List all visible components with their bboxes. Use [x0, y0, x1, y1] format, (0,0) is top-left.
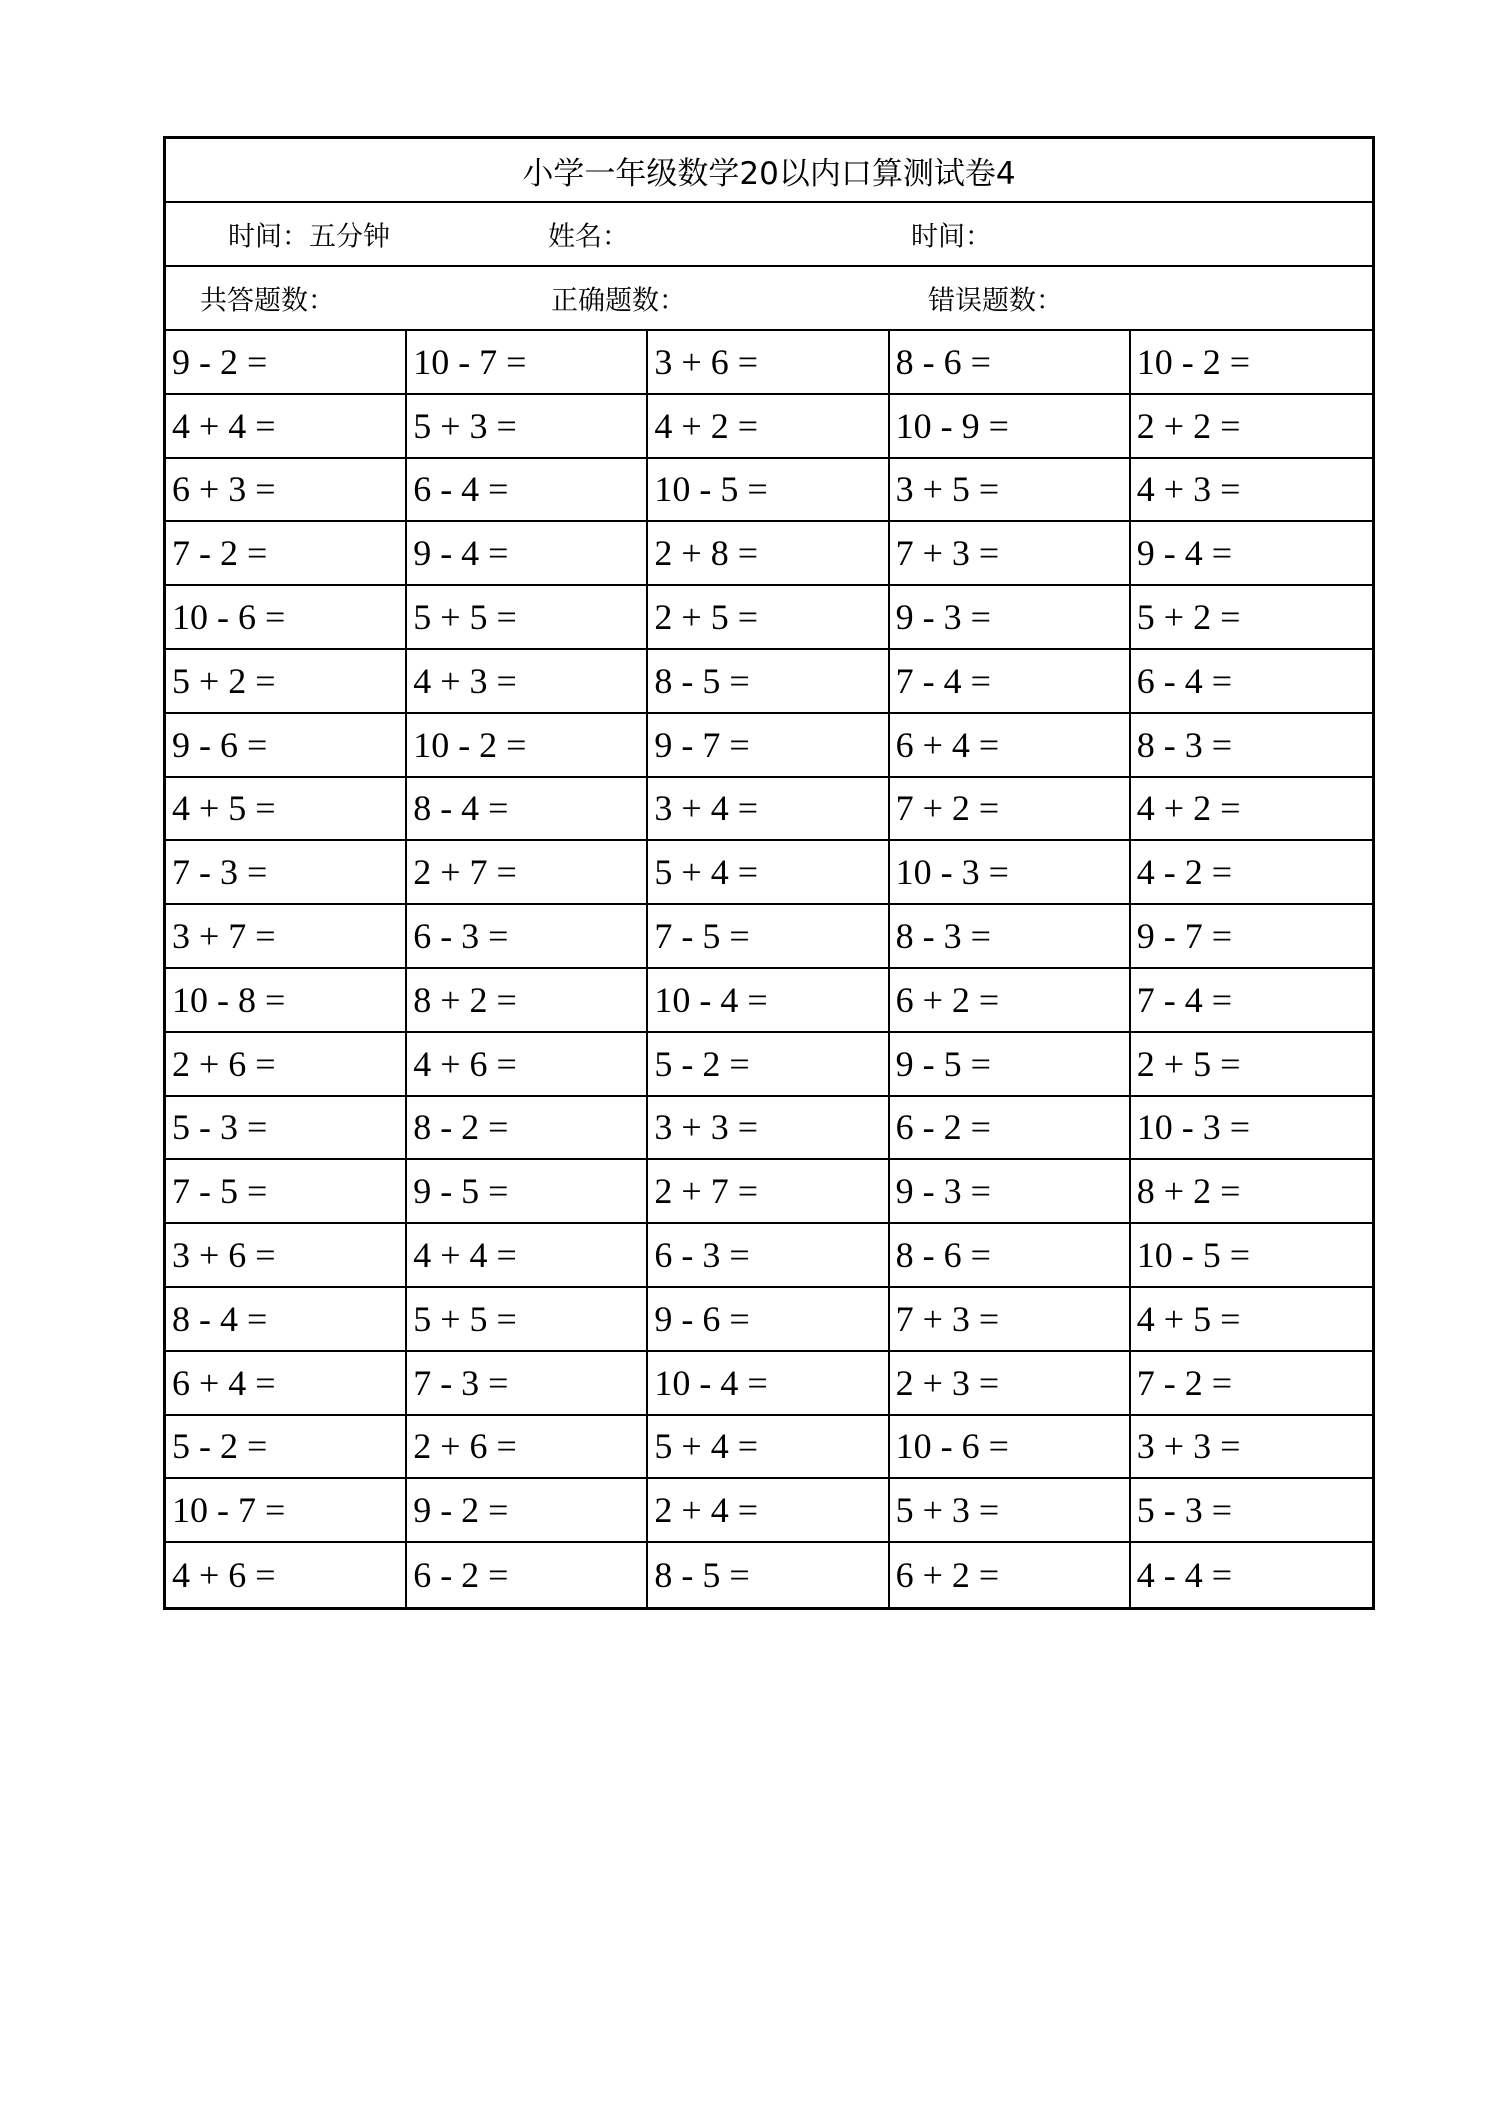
worksheet	[163, 136, 1375, 1610]
info-row-score	[166, 267, 1372, 331]
problem-cell: 6 + 4 =	[890, 714, 1131, 778]
problem-cell: 10 - 7 =	[407, 331, 648, 395]
problem-cell: 10 - 3 =	[1131, 1097, 1372, 1161]
problem-cell: 5 + 4 =	[648, 1416, 889, 1480]
problem-cell: 8 + 2 =	[1131, 1160, 1372, 1224]
problem-cell: 10 - 3 =	[890, 841, 1131, 905]
problem-cell: 4 + 4 =	[407, 1224, 648, 1288]
problem-cell: 8 - 6 =	[890, 331, 1131, 395]
problem-cell: 8 - 2 =	[407, 1097, 648, 1161]
problem-cell: 7 + 3 =	[890, 1288, 1131, 1352]
problem-cell: 10 - 5 =	[648, 459, 889, 523]
problem-cell: 4 + 5 =	[166, 778, 407, 842]
problem-cell: 5 + 5 =	[407, 1288, 648, 1352]
problem-cell: 9 - 7 =	[1131, 905, 1372, 969]
problem-cell: 2 + 4 =	[648, 1479, 889, 1543]
problem-cell: 4 - 4 =	[1136, 1555, 1233, 1596]
problem-cell: 10 - 6 =	[890, 1416, 1131, 1480]
problem-cell: 7 + 3 =	[890, 522, 1131, 586]
problem-cell: 2 + 5 =	[1131, 1033, 1372, 1097]
problem-cell: 10 - 7 =	[166, 1479, 407, 1543]
problem-cell: 7 - 3 =	[166, 841, 407, 905]
problem-cell: 4 + 6 =	[407, 1033, 648, 1097]
problem-cell: 6 - 2 =	[407, 1543, 648, 1607]
problem-cell: 4 + 3 =	[1131, 459, 1372, 523]
problem-cell: 3 + 5 =	[890, 459, 1131, 523]
problem-cell: 10 - 9 =	[890, 395, 1131, 459]
problem-cell: 2 + 3 =	[890, 1352, 1131, 1416]
problem-cell: 2 + 6 =	[407, 1416, 648, 1480]
problem-cell: 3 + 7 =	[166, 905, 407, 969]
problem-cell: 5 - 3 =	[166, 1097, 407, 1161]
problem-cell: 10 - 8 =	[166, 969, 407, 1033]
worksheet-title: 小学一年级数学20以内口算测试卷4	[166, 139, 1372, 203]
problem-cell: 4 + 2 =	[648, 395, 889, 459]
problem-cell: 7 - 2 =	[1131, 1352, 1372, 1416]
problem-cell: 7 - 5 =	[648, 905, 889, 969]
problem-cell: 8 - 5 =	[648, 650, 889, 714]
problem-cell: 6 + 2 =	[890, 969, 1131, 1033]
problem-cell: 6 - 2 =	[890, 1097, 1131, 1161]
problem-cell: 10 - 4 =	[648, 969, 889, 1033]
problem-cell: 3 + 4 =	[648, 778, 889, 842]
info-row-header	[166, 203, 1372, 267]
problem-cell: 6 + 2 =	[890, 1543, 1131, 1607]
problem-cell: 2 + 7 =	[648, 1160, 889, 1224]
problem-cell: 9 - 3 =	[890, 1160, 1131, 1224]
problem-cell: 2 + 6 =	[166, 1033, 407, 1097]
problem-cell: 7 - 4 =	[1131, 969, 1372, 1033]
problem-cell: 5 + 3 =	[890, 1479, 1131, 1543]
problem-cell: 9 - 2 =	[166, 331, 407, 395]
problem-cell: 9 - 7 =	[648, 714, 889, 778]
problem-cell: 4 + 3 =	[407, 650, 648, 714]
problem-cell: 10 - 5 =	[1131, 1224, 1372, 1288]
problem-cell: 9 - 5 =	[407, 1160, 648, 1224]
problem-cell: 6 + 3 =	[166, 459, 407, 523]
time-limit-label: 时间：五分钟	[228, 221, 390, 253]
problem-cell: 2 + 5 =	[648, 586, 889, 650]
problem-cell: 5 - 2 =	[648, 1033, 889, 1097]
problem-cell: 6 - 3 =	[648, 1224, 889, 1288]
problem-cell: 4 + 2 =	[1131, 778, 1372, 842]
problem-cell: 7 - 4 =	[890, 650, 1131, 714]
problem-cell: 9 - 4 =	[1131, 522, 1372, 586]
problem-cell: 6 + 4 =	[166, 1352, 407, 1416]
name-label: 姓名：	[548, 221, 629, 253]
problem-cell: 3 + 3 =	[1131, 1416, 1372, 1480]
problem-cell: 8 - 6 =	[890, 1224, 1131, 1288]
problem-cell: 2 + 8 =	[648, 522, 889, 586]
problem-cell: 8 - 4 =	[166, 1288, 407, 1352]
problem-cell: 5 - 2 =	[166, 1416, 407, 1480]
problem-cell: 9 - 6 =	[648, 1288, 889, 1352]
problem-cell: 8 - 3 =	[890, 905, 1131, 969]
problem-cell: 6 - 4 =	[407, 459, 648, 523]
problem-cell: 5 + 2 =	[166, 650, 407, 714]
problem-cell: 5 + 4 =	[648, 841, 889, 905]
problem-cell: 6 - 3 =	[407, 905, 648, 969]
total-answered-label: 共答题数：	[200, 285, 335, 317]
problem-cell: 9 - 3 =	[890, 586, 1131, 650]
problem-cell: 2 + 7 =	[407, 841, 648, 905]
problem-cell: 5 - 3 =	[1131, 1479, 1372, 1543]
problem-cell: 10 - 2 =	[407, 714, 648, 778]
problem-grid	[166, 331, 1372, 1607]
problem-cell: 8 - 3 =	[1131, 714, 1372, 778]
problem-cell: 5 + 5 =	[407, 586, 648, 650]
problem-cell: 8 - 4 =	[407, 778, 648, 842]
problem-cell: 2 + 2 =	[1131, 395, 1372, 459]
problem-cell: 5 + 2 =	[1131, 586, 1372, 650]
problem-cell: 4 + 6 =	[166, 1543, 407, 1607]
problem-cell: 9 - 2 =	[407, 1479, 648, 1543]
problem-cell: 7 - 5 =	[166, 1160, 407, 1224]
problem-cell: 10 - 6 =	[166, 586, 407, 650]
problem-cell: 8 - 5 =	[648, 1543, 889, 1607]
wrong-count-label: 错误题数：	[928, 285, 1063, 317]
problem-cell: 7 - 3 =	[407, 1352, 648, 1416]
problem-cell: 7 - 2 =	[166, 522, 407, 586]
problem-cell: 9 - 4 =	[407, 522, 648, 586]
problem-cell: 4 + 4 =	[166, 395, 407, 459]
problem-cell: 3 + 6 =	[648, 331, 889, 395]
problem-cell: 9 - 5 =	[890, 1033, 1131, 1097]
problem-cell: 9 - 6 =	[166, 714, 407, 778]
problem-cell: 7 + 2 =	[890, 778, 1131, 842]
problem-cell: 6 - 4 =	[1131, 650, 1372, 714]
problem-cell: 10 - 2 =	[1131, 331, 1372, 395]
time-label: 时间：	[911, 221, 992, 253]
problem-cell: 5 + 3 =	[407, 395, 648, 459]
correct-count-label: 正确题数：	[551, 285, 686, 317]
problem-cell: 3 + 3 =	[648, 1097, 889, 1161]
problem-cell: 4 - 2 =	[1131, 841, 1372, 905]
problem-cell: 4 + 5 =	[1131, 1288, 1372, 1352]
problem-cell: 10 - 4 =	[648, 1352, 889, 1416]
problem-cell: 3 + 6 =	[166, 1224, 407, 1288]
problem-cell: 8 + 2 =	[407, 969, 648, 1033]
